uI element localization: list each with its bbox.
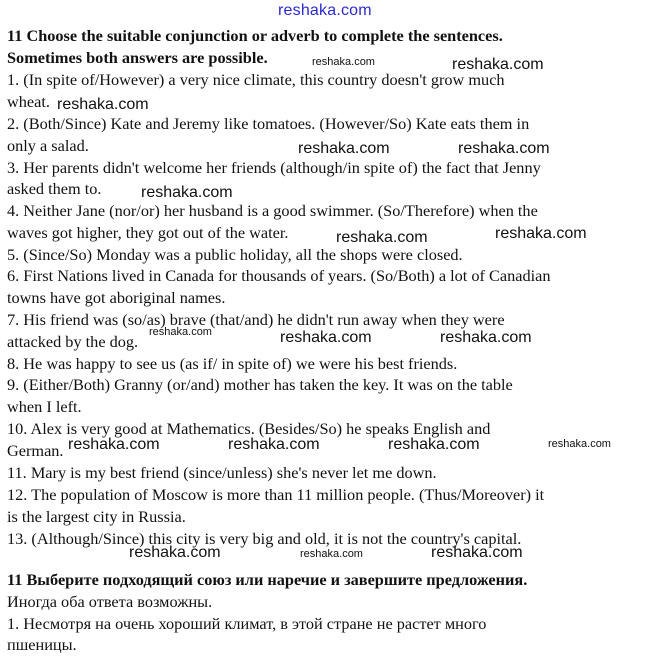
watermark: reshaka.com [312, 56, 375, 68]
exercise-line: when I left. [7, 397, 82, 416]
exercise-line: German. [7, 441, 64, 460]
exercise-line: 7. His friend was (so/as) brave (that/and) he didn't run away when they were [7, 310, 505, 329]
exercise-line: 8. He was happy to see us (as if/ in spite of) we were his best friends. [7, 354, 458, 373]
watermark: reshaka.com [458, 140, 550, 157]
exercise-line: wheat. [7, 92, 50, 111]
watermark: reshaka.com [495, 225, 587, 242]
watermark: reshaka.com [452, 56, 544, 73]
exercise-line: attacked by the dog. [7, 332, 139, 351]
exercise-line: 11. Mary is my best friend (since/unless) she's never let me down. [7, 463, 437, 482]
watermark: reshaka.com [68, 436, 160, 453]
russian-line: 1. Несмотря на очень хороший климат, в этой стране не растет много [7, 614, 487, 633]
watermark: reshaka.com [57, 96, 149, 113]
exercise-title-line-1: 11 Choose the suitable conjunction or adverb to complete the sentences. [7, 26, 503, 45]
exercise-line: 4. Neither Jane (nor/or) her husband is a good swimmer. (So/Therefore) when the [7, 201, 538, 220]
exercise-line: 1. (In spite of/However) a very nice climate, this country doesn't grow much [7, 70, 505, 89]
site-header: reshaka.com [278, 2, 372, 19]
watermark: reshaka.com [440, 329, 532, 346]
exercise-line: only a salad. [7, 136, 89, 155]
exercise-line: is the largest city in Russia. [7, 507, 186, 526]
exercise-line: 2. (Both/Since) Kate and Jeremy like tomatoes. (However/So) Kate eats them in [7, 114, 530, 133]
watermark: reshaka.com [336, 229, 428, 246]
russian-line: Иногда оба ответа возможны. [7, 592, 213, 611]
watermark: reshaka.com [141, 184, 233, 201]
watermark: reshaka.com [129, 544, 221, 561]
exercise-line: asked them to. [7, 179, 102, 198]
exercise-line: 10. Alex is very good at Mathematics. (Besides/So) he speaks English and [7, 419, 491, 438]
watermark: reshaka.com [548, 438, 611, 450]
exercise-line: 3. Her parents didn't welcome her friends (although/in spite of) the fact that Jenny [7, 158, 541, 177]
exercise-line: waves got higher, they got out of the water. [7, 223, 289, 242]
watermark: reshaka.com [228, 436, 320, 453]
watermark: reshaka.com [431, 544, 523, 561]
watermark: reshaka.com [280, 329, 372, 346]
exercise-line: towns have got aboriginal names. [7, 288, 226, 307]
exercise-line: 13. (Although/Since) this city is very big and old, it is not the country's capital. [7, 529, 522, 548]
russian-line: пшеницы. [7, 635, 77, 654]
watermark: reshaka.com [149, 326, 212, 338]
exercise-title-line-2: Sometimes both answers are possible. [7, 48, 268, 67]
exercise-line: 6. First Nations lived in Canada for thousands of years. (So/Both) a lot of Canadian [7, 266, 551, 285]
watermark: reshaka.com [388, 436, 480, 453]
exercise-line: 12. The population of Moscow is more than 11 million people. (Thus/Moreover) it [7, 485, 545, 504]
exercise-line: 5. (Since/So) Monday was a public holiday, all the shops were closed. [7, 245, 463, 264]
exercise-line: 9. (Either/Both) Granny (or/and) mother has taken the key. It was on the table [7, 375, 513, 394]
russian-title: 11 Выберите подходящий союз или наречие и завершите предложения. [7, 570, 528, 589]
watermark: reshaka.com [298, 140, 390, 157]
watermark: reshaka.com [300, 548, 363, 560]
